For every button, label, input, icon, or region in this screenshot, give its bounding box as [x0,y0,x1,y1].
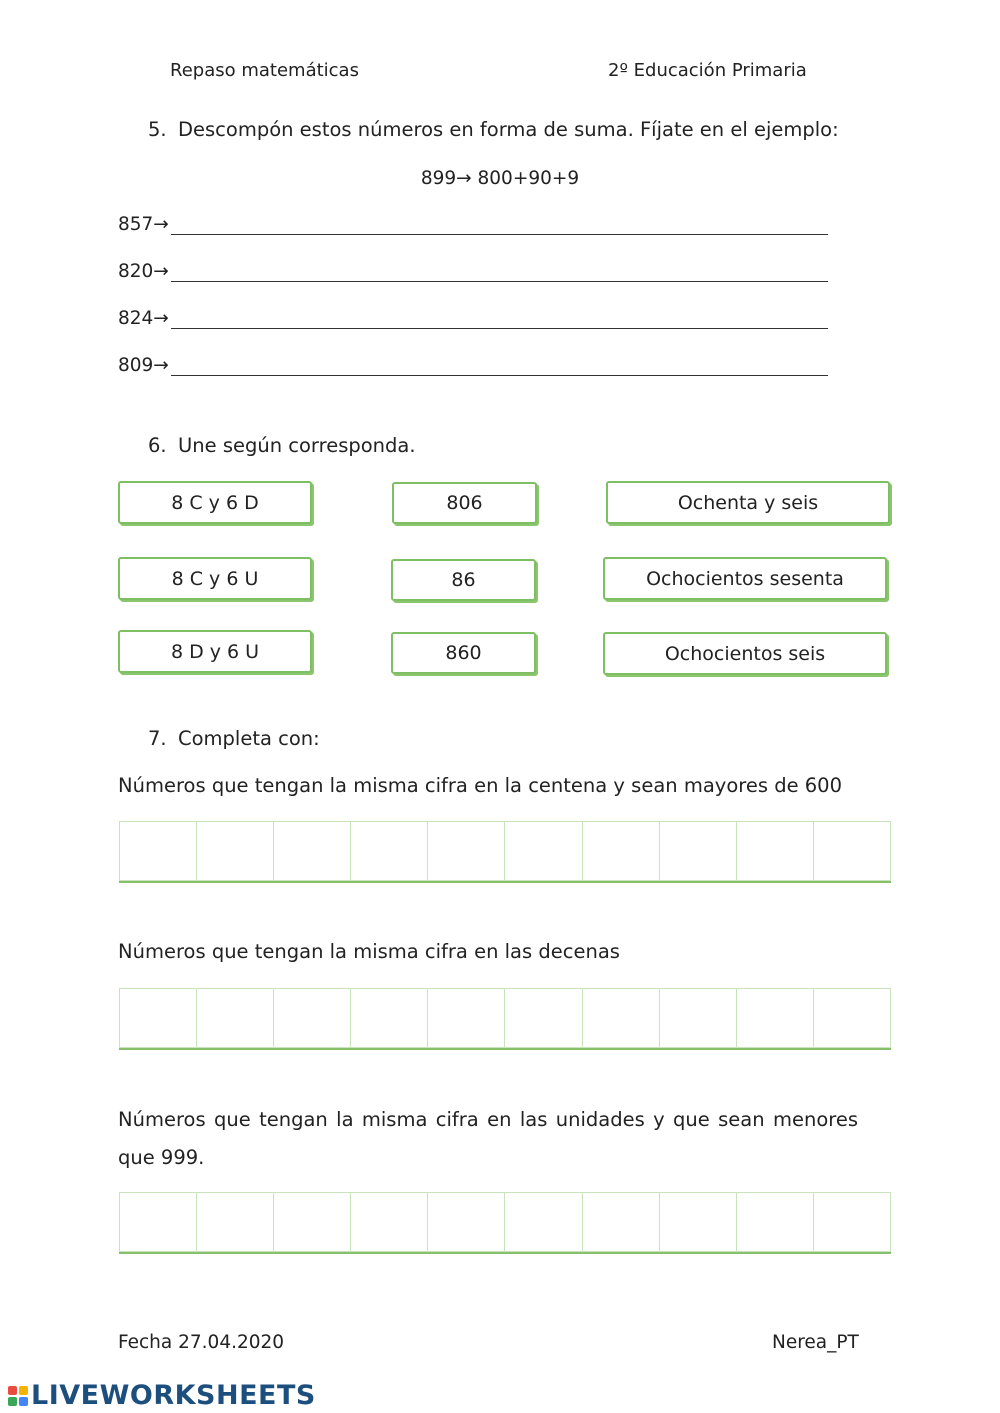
answer-cell[interactable] [273,988,350,1048]
match-box-mid-2[interactable]: 86 [391,559,536,601]
answer-cell[interactable] [813,988,891,1048]
answer-row-809 [118,355,828,376]
answer-cell[interactable] [659,821,736,881]
answer-grid-centena [119,821,891,883]
answer-cell[interactable] [350,1192,427,1252]
logo-icon [8,1386,28,1406]
match-box-right-1[interactable]: Ochenta y seis [606,481,890,524]
example-decomposition: 899→ 800+90+9 [420,168,580,189]
answer-cell[interactable] [427,988,504,1048]
answer-cell[interactable] [736,1192,813,1252]
task-decenas: Números que tengan la misma cifra en las decenas [118,940,620,963]
answer-label: 824→ [118,308,169,329]
answer-row-824 [118,308,828,329]
answer-label: 809→ [118,355,169,376]
task-centena: Números que tengan la misma cifra en la centena y sean mayores de 600 [118,774,842,797]
question-number: 5. [148,118,167,141]
answer-cell[interactable] [350,821,427,881]
answer-line[interactable] [171,263,828,282]
answer-label: 820→ [118,261,169,282]
answer-cell[interactable] [273,1192,350,1252]
question-number: 6. [148,434,167,457]
footer-date: Fecha 27.04.2020 [118,1332,285,1353]
answer-line[interactable] [171,357,828,376]
answer-cell[interactable] [582,1192,659,1252]
question-6-heading [148,434,416,457]
answer-cell[interactable] [736,821,813,881]
question-5-heading [148,118,839,141]
answer-cell[interactable] [504,988,581,1048]
match-box-right-2[interactable]: Ochocientos sesenta [603,557,887,600]
answer-cell[interactable] [427,1192,504,1252]
answer-cell[interactable] [273,821,350,881]
logo-square [8,1386,17,1395]
answer-line[interactable] [171,310,828,329]
question-7-heading [148,727,320,750]
logo-square [19,1386,28,1395]
match-box-right-3[interactable]: Ochocientos seis [603,632,887,675]
answer-cell[interactable] [659,1192,736,1252]
answer-row-857 [118,214,828,235]
answer-cell[interactable] [813,1192,891,1252]
answer-cell[interactable] [119,821,196,881]
answer-cell[interactable] [504,821,581,881]
answer-cell[interactable] [119,988,196,1048]
question-6-instruction: Une según corresponda. [178,434,416,457]
answer-cell[interactable] [196,988,273,1048]
match-box-mid-3[interactable]: 860 [391,632,536,674]
answer-cell[interactable] [119,1192,196,1252]
match-box-left-3[interactable]: 8 D y 6 U [118,630,312,673]
answer-cell[interactable] [504,1192,581,1252]
liveworksheets-logo[interactable] [8,1380,316,1411]
match-box-left-2[interactable]: 8 C y 6 U [118,557,312,600]
logo-text: LIVEWORKSHEETS [31,1380,316,1411]
answer-grid-decenas [119,988,891,1050]
match-box-left-1[interactable]: 8 C y 6 D [118,481,312,524]
question-7-instruction: Completa con: [178,727,320,750]
answer-cell[interactable] [736,988,813,1048]
answer-row-820 [118,261,828,282]
logo-square [19,1397,28,1406]
answer-cell[interactable] [582,821,659,881]
answer-grid-unidades [119,1192,891,1254]
header-title: Repaso matemáticas [170,60,359,81]
question-number: 7. [148,727,167,750]
answer-line[interactable] [171,216,828,235]
header-grade: 2º Educación Primaria [608,60,807,81]
answer-cell[interactable] [196,821,273,881]
answer-cell[interactable] [196,1192,273,1252]
footer-author: Nerea_PT [772,1332,859,1353]
answer-label: 857→ [118,214,169,235]
question-5-instruction: Descompón estos números en forma de suma. Fíjate en el ejemplo: [178,118,839,141]
task-unidades: Números que tengan la misma cifra en las unidades y que sean menores que 999. [118,1108,858,1169]
answer-cell[interactable] [350,988,427,1048]
answer-cell[interactable] [813,821,891,881]
logo-square [8,1397,17,1406]
answer-cell[interactable] [427,821,504,881]
answer-cell[interactable] [582,988,659,1048]
answer-cell[interactable] [659,988,736,1048]
match-box-mid-1[interactable]: 806 [392,482,537,524]
